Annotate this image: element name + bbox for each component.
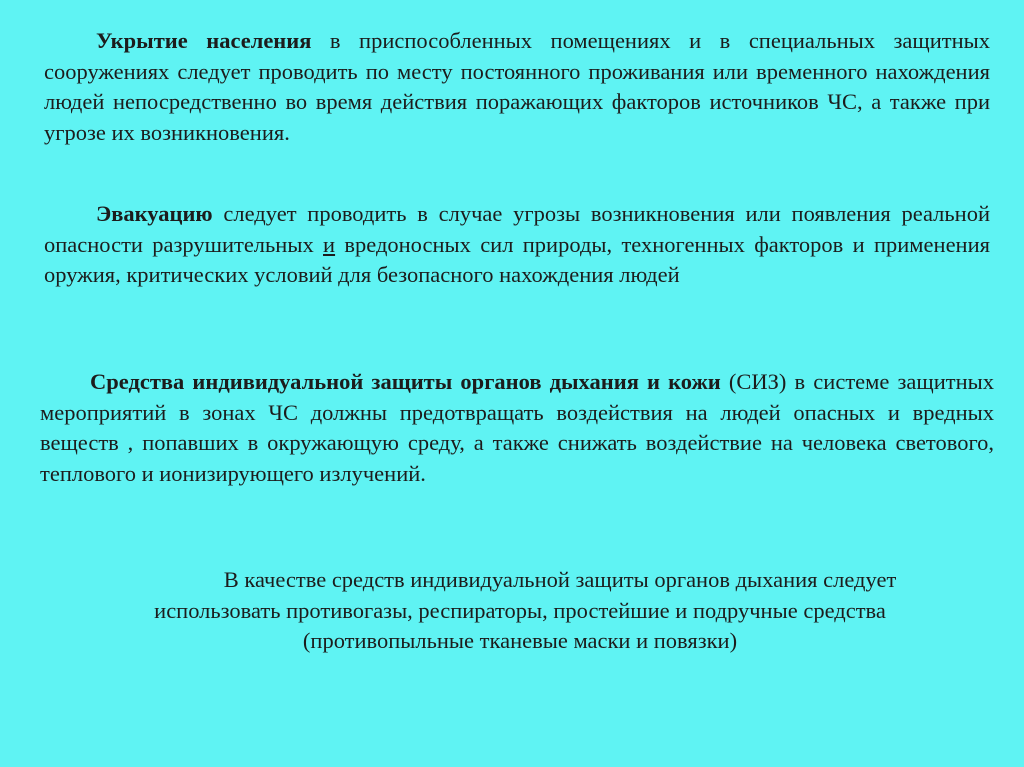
respiratory-line-3: (противопыльные тканевые маски и повязки) [302,628,738,653]
shelter-text: в приспособленных помещениях и в специальных защитных сооружениях следует проводить по месту постоянного проживания или временного нахождения людей непосредственно во время действия поражающих факторов источников ЧС, а также при угрозе их возникновения. [44,28,990,145]
respiratory-line-2: использовать противогазы, респираторы, простейшие и подручные средства [154,597,886,623]
paragraph-respiratory [60,565,980,657]
evacuation-underlined-word: и [323,231,336,257]
paragraph-shelter [44,26,990,148]
paragraph-ppe [40,367,994,489]
term-shelter: Укрытие населения [96,28,312,53]
ppe-text: (СИЗ) в системе защитных мероприятий в зонах ЧС должны предотвращать воздействия на людей опасных и вредных веществ , попавших в окружающую среду, а также снижать воздействие на человека светового, теплового и ионизирующего излучений. [40,369,994,486]
respiratory-line-1: В качестве средств индивидуальной защиты органов дыхания следует [223,567,897,592]
evacuation-text-after: вредоносных сил природы, техногенных факторов и применения оружия, критических условий для безопасного нахождения людей [44,231,990,287]
evacuation-text-before: следует проводить в случае угрозы возникновения или появления реальной опасности разрушительных [44,201,990,257]
term-ppe: Средства индивидуальной защиты органов дыхания и кожи [90,369,721,394]
paragraph-evacuation [44,199,990,291]
term-evacuation: Эвакуацию [96,201,213,226]
